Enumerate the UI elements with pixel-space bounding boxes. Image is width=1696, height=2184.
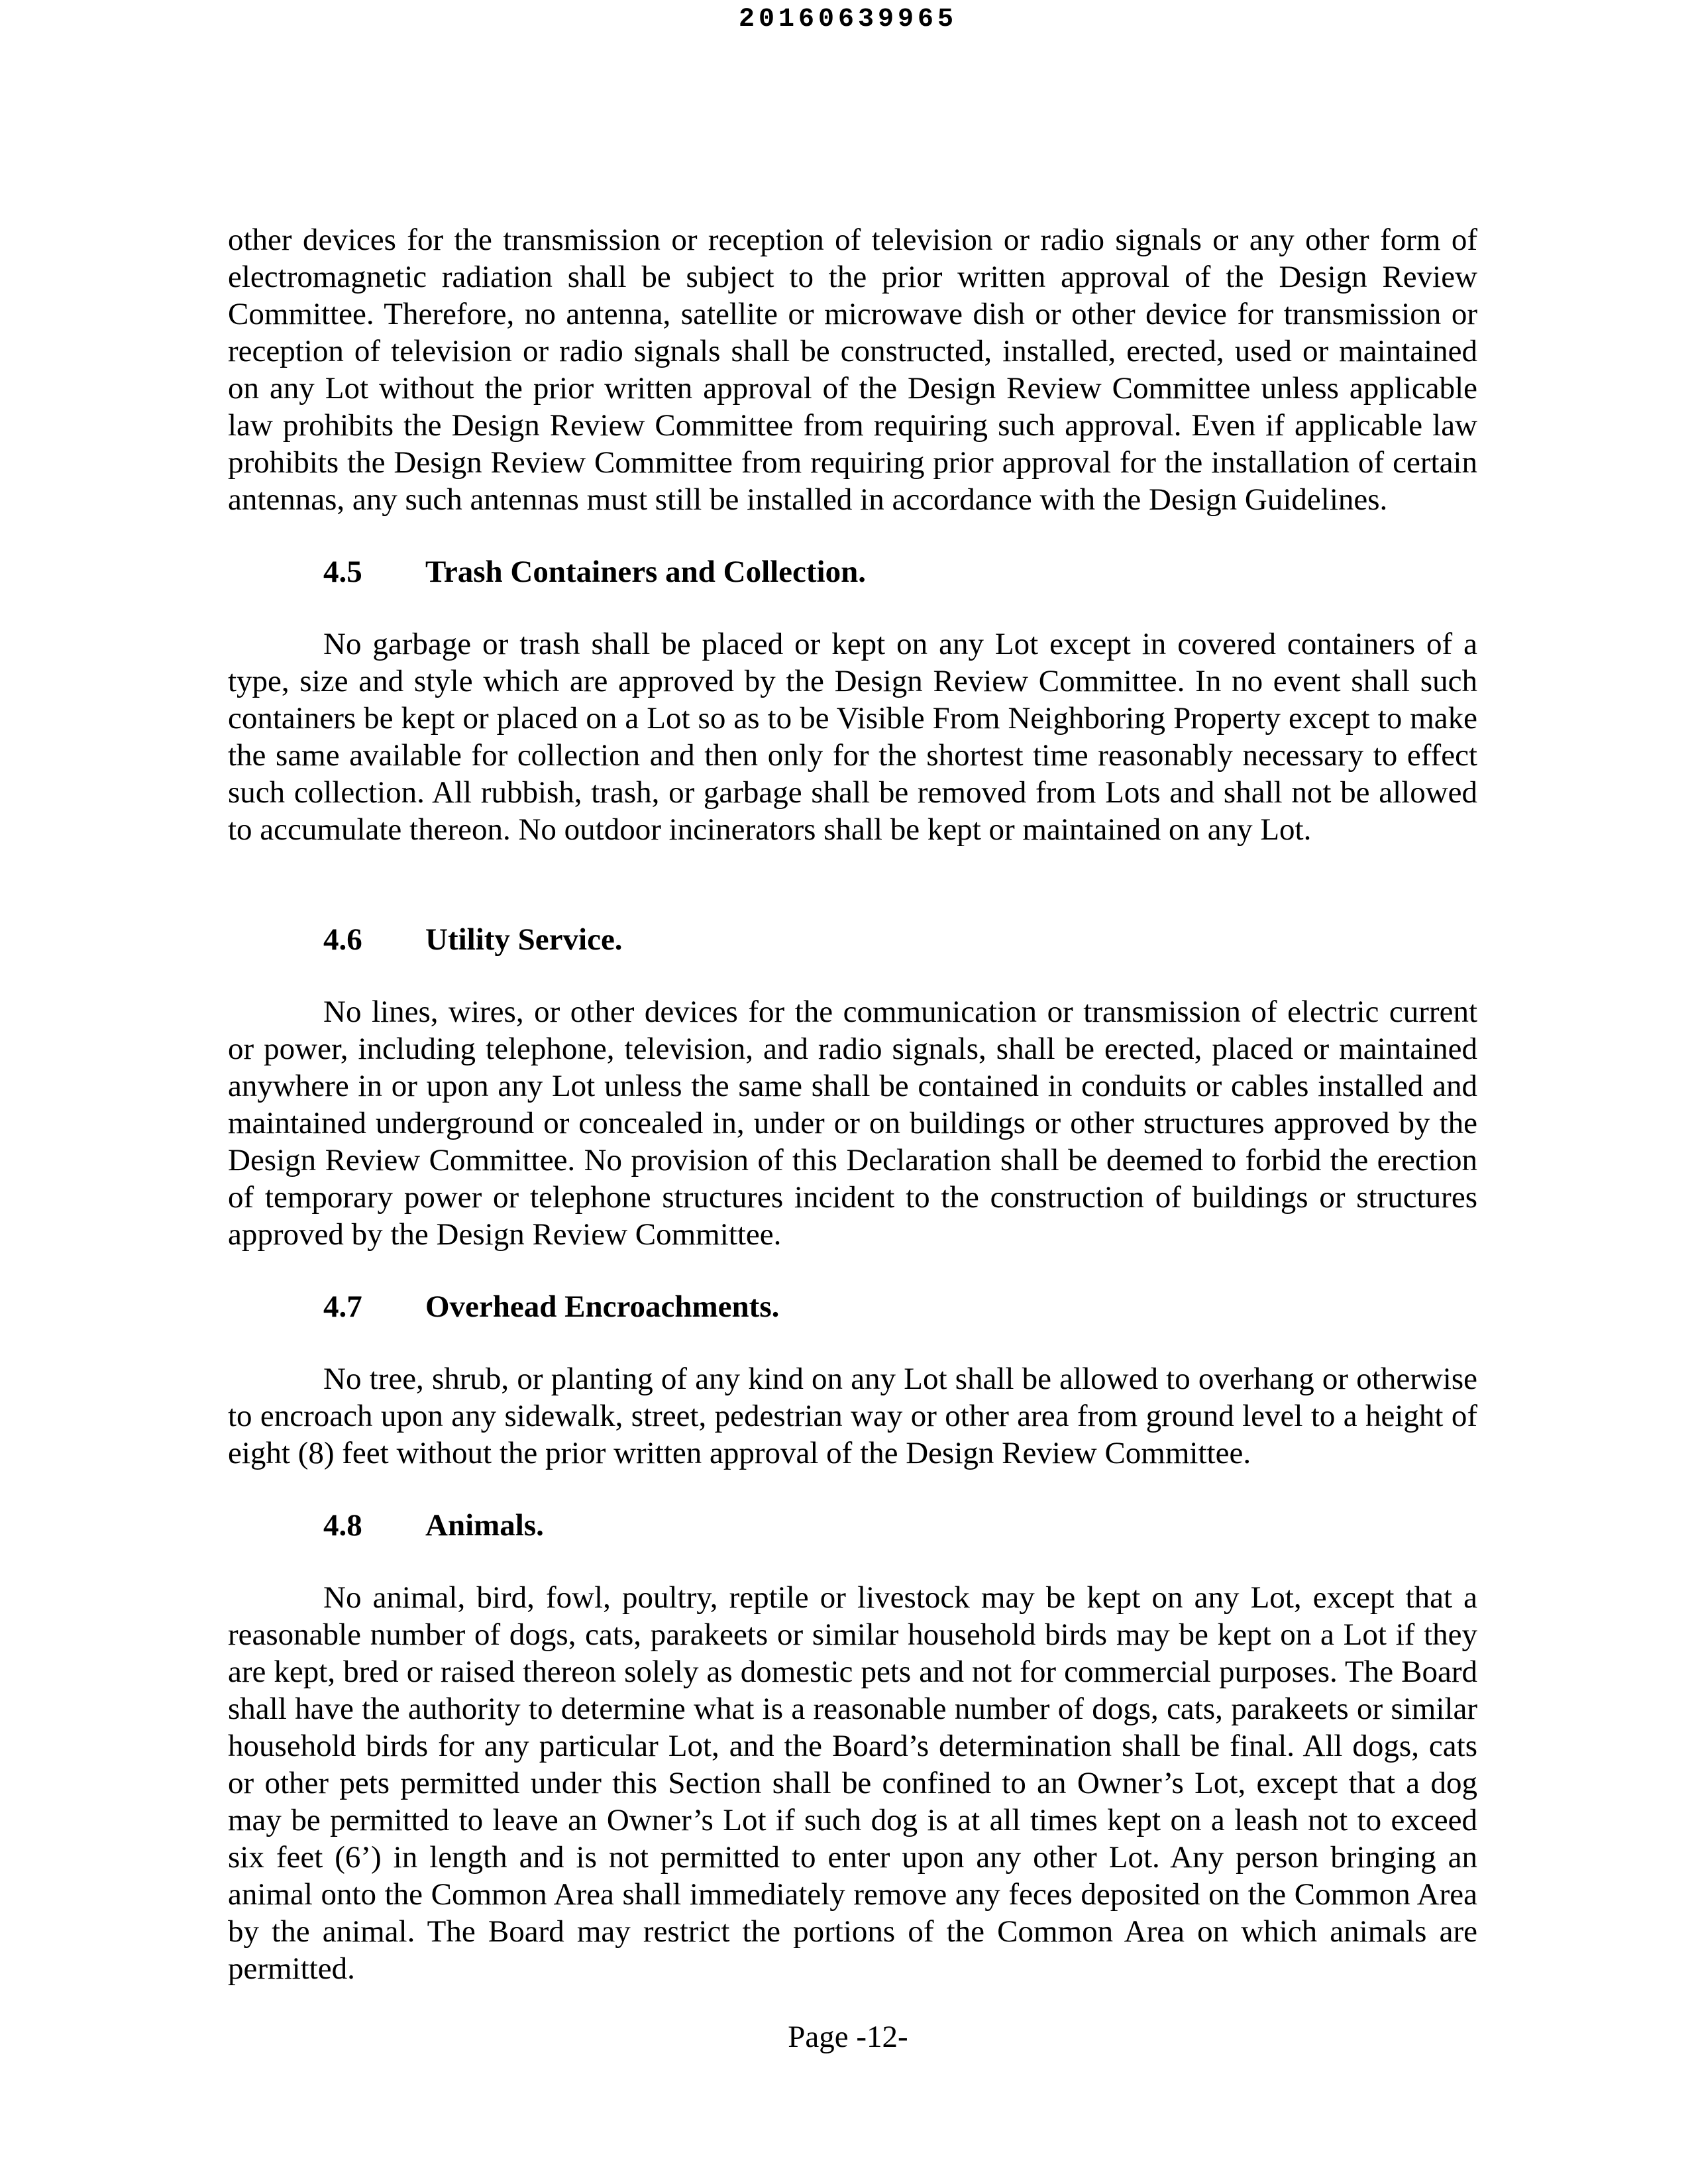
document-number: 20160639965 [738, 5, 958, 34]
section-heading-4-8 [228, 1507, 1477, 1544]
section-body-4-5: No garbage or trash shall be placed or kept on any Lot except in covered containers of a type, size and style which are approved by the Design Review Committee. In no event shall such containers be kept or placed on a Lot so as to be Visible From Neighboring Property except to make the same available for collection and then only for the shortest time reasonably necessary to effect such collection. All rubbish, trash, or garbage shall be removed from Lots and shall not be allowed to accumulate thereon. No outdoor incinerators shall be kept or maintained on any Lot. [228, 627, 1477, 847]
section-number: 4.7 [323, 1289, 362, 1324]
intro-paragraph: other devices for the transmission or reception of television or radio signals or any other form of electromagnetic radiation shall be subject to the prior written approval of the Design Review Committee. Therefore, no antenna, satellite or microwave dish or other device for transmission or reception of television or radio signals shall be constructed, installed, erected, used or maintained on any Lot without the prior written approval of the Design Review Committee unless applicable law prohibits the Design Review Committee from requiring such approval. Even if applicable law prohibits the Design Review Committee from requiring prior approval for the installation of certain antennas, any such antennas must still be installed in accordance with the Design Guidelines. [228, 223, 1477, 517]
page-number: Page -12- [788, 2020, 908, 2054]
section-number: 4.8 [323, 1508, 362, 1543]
section-heading-4-7 [228, 1288, 1477, 1325]
section-title: Trash Containers and Collection. [425, 555, 866, 589]
section-body-4-7: No tree, shrub, or planting of any kind on any Lot shall be allowed to overhang or otherwise to encroach upon any sidewalk, street, pedestrian way or other area from ground level to a height of eight (8) feet without the prior written approval of the Design Review Committee. [228, 1362, 1477, 1470]
section-body-4-6: No lines, wires, or other devices for the communication or transmission of electric current or power, including telephone, television, and radio signals, shall be erected, placed or maintained anywhere in or upon any Lot unless the same shall be contained in conduits or cables installed and maintained underground or concealed in, under or on buildings or other structures approved by the Design Review Committee. No provision of this Declaration shall be deemed to forbid the erection of temporary power or telephone structures incident to the construction of buildings or structures approved by the Design Review Committee. [228, 995, 1477, 1252]
section-number: 4.5 [323, 555, 362, 589]
section-heading-4-5 [228, 553, 1477, 590]
section-title: Utility Service. [425, 922, 623, 957]
section-number: 4.6 [323, 922, 362, 957]
section-title: Overhead Encroachments. [425, 1289, 780, 1324]
document-body [228, 221, 1477, 1987]
section-heading-4-6 [228, 921, 1477, 958]
section-title: Animals. [425, 1508, 544, 1543]
section-body-4-8: No animal, bird, fowl, poultry, reptile or livestock may be kept on any Lot, except that a reasonable number of dogs, cats, parakeets or similar household birds may be kept on a Lot if they are kept, bred or raised thereon solely as domestic pets and not for commercial purposes. The Board shall have the authority to determine what is a reasonable number of dogs, cats, parakeets or similar household birds for any particular Lot, and the Board’s determination shall be final. All dogs, cats or other pets permitted under this Section shall be confined to an Owner’s Lot, except that a dog may be permitted to leave an Owner’s Lot if such dog is at all times kept on a leash not to exceed six feet (6’) in length and is not permitted to enter upon any other Lot. Any person bringing an animal onto the Common Area shall immediately remove any feces deposited on the Common Area by the animal. The Board may restrict the portions of the Common Area on which animals are permitted. [228, 1580, 1477, 1986]
